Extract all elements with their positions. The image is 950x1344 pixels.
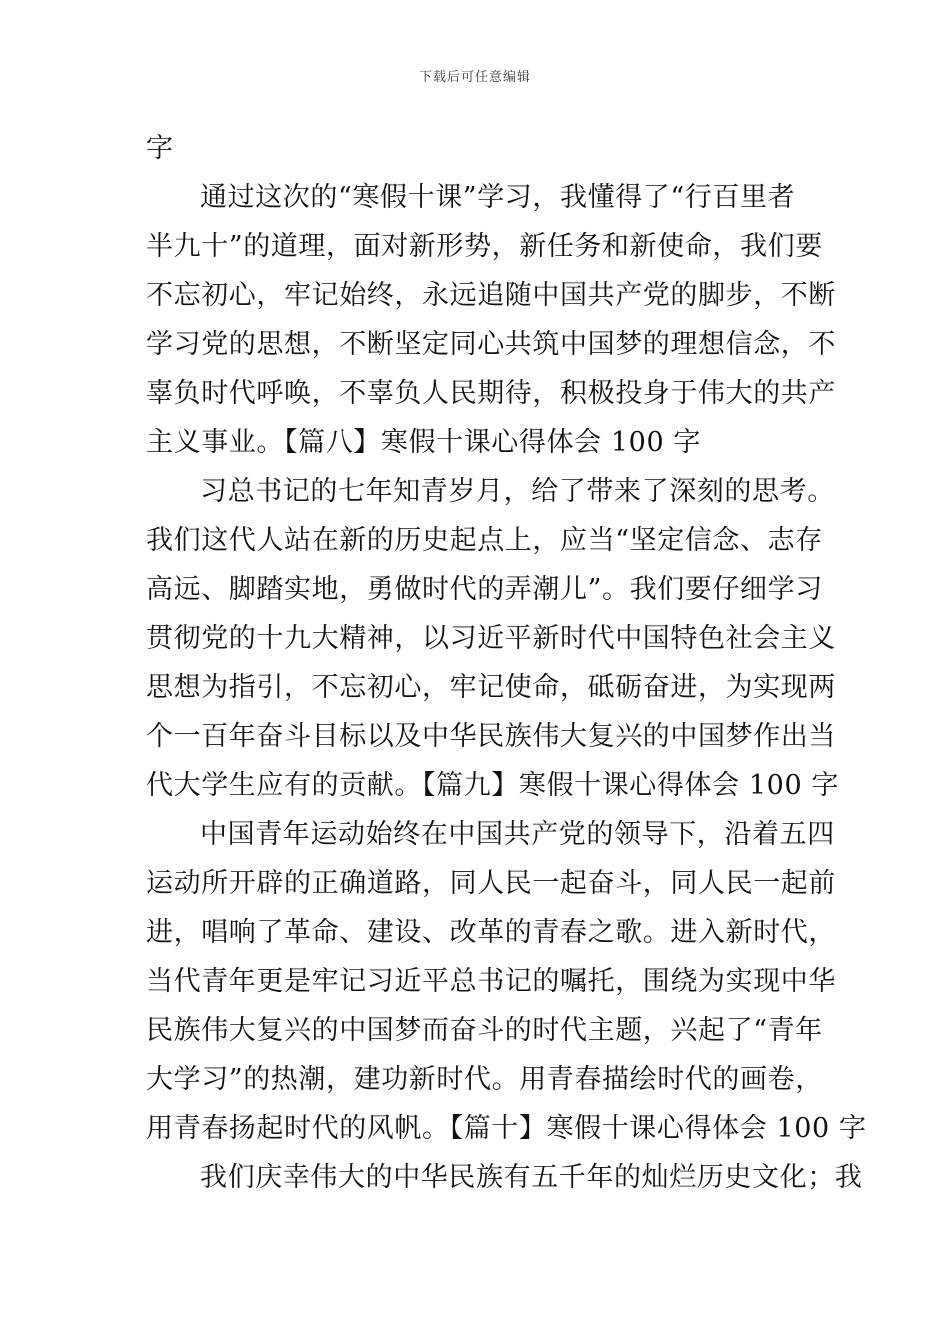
text-line: 不忘初心，牢记始终，永远追随中国共产党的脚步，不断	[146, 280, 836, 311]
text-line: 民族伟大复兴的中国梦而奋斗的时代主题，兴起了“青年	[146, 1015, 823, 1046]
paragraph-start-line: 通过这次的“寒假十课”学习，我懂得了“行百里者	[200, 182, 796, 213]
text-line: 用青春扬起时代的风帆。【篇十】寒假十课心得体会 100 字	[146, 1113, 867, 1144]
text-line: 半九十”的道理，面对新形势，新任务和新使命，我们要	[146, 231, 823, 262]
paragraph-start-line: 习总书记的七年知青岁月，给了带来了深刻的思考。	[200, 476, 835, 507]
text-line: 贯彻党的十九大精神，以习近平新时代中国特色社会主义	[146, 623, 836, 654]
text-line: 运动所开辟的正确道路，同人民一起奋斗，同人民一起前	[146, 868, 836, 899]
text-line: 个一百年奋斗目标以及中华民族伟大复兴的中国梦作出当	[146, 721, 836, 752]
text-line: 大学习”的热潮，建功新时代。用青春描绘时代的画卷，	[146, 1064, 823, 1095]
text-line: 主义事业。【篇八】寒假十课心得体会 100 字	[146, 427, 701, 458]
text-line: 我们这代人站在新的历史起点上，应当“坚定信念、志存	[146, 525, 823, 556]
paragraph-start-line: 我们庆幸伟大的中华民族有五千年的灿烂历史文化；我	[200, 1162, 863, 1193]
body-text	[146, 124, 867, 1202]
text-line: 高远、脚踏实地，勇做时代的弄潮儿”。我们要仔细学习	[146, 574, 823, 605]
text-line: 辜负时代呼唤，不辜负人民期待，积极投身于伟大的共产	[146, 378, 836, 409]
header-note: 下载后可任意编辑	[418, 70, 531, 85]
text-line: 代大学生应有的贡献。【篇九】寒假十课心得体会 100 字	[146, 770, 839, 801]
text-line: 当代青年更是牢记习近平总书记的嘱托，围绕为实现中华	[146, 966, 836, 997]
paragraph-start-line: 中国青年运动始终在中国共产党的领导下，沿着五四	[200, 819, 835, 850]
text-line: 进，唱响了革命、建设、改革的青春之歌。进入新时代，	[146, 917, 836, 948]
text-line: 学习党的思想，不断坚定同心共筑中国梦的理想信念，不	[146, 329, 836, 360]
text-line: 字	[146, 133, 174, 164]
text-line: 思想为指引，不忘初心，牢记使命，砥砺奋进，为实现两	[146, 672, 836, 703]
